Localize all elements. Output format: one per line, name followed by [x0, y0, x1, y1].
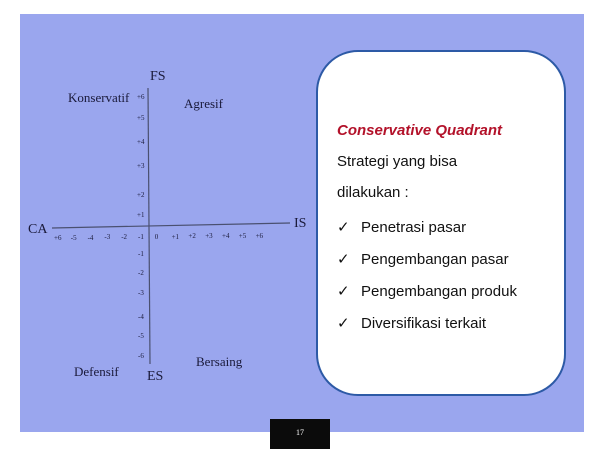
list-item [337, 218, 466, 236]
checkmark-icon: ✓ [337, 251, 350, 268]
y-tick-label: -4 [138, 313, 144, 321]
axis-label-es: ES [147, 369, 164, 384]
x-tick-label: +4 [222, 232, 230, 240]
horizontal-axis-line [52, 223, 290, 228]
x-tick-label: +1 [171, 232, 180, 241]
quadrant-label-agresif: Agresif [184, 96, 223, 111]
card-intro-line-2: dilakukan : [337, 184, 409, 201]
x-tick-label: +3 [205, 232, 213, 241]
y-tick-label: +6 [137, 93, 145, 101]
x-tick-label: -5 [70, 233, 77, 242]
axis-label-fs: FS [150, 69, 166, 84]
y-tick-label: +1 [137, 211, 145, 219]
y-tick-label: +5 [137, 114, 145, 122]
footer-bar [270, 419, 330, 449]
x-tick-label: -4 [87, 233, 94, 242]
y-tick-label: -1 [138, 250, 144, 258]
bullet-text: Pengembangan produk [361, 283, 517, 300]
y-tick-label: +4 [137, 138, 145, 146]
y-tick-label: -3 [138, 289, 144, 297]
quadrant-label-konservatif: Konservatif [68, 90, 130, 105]
x-tick-label: +5 [238, 231, 247, 240]
list-item [337, 282, 517, 300]
y-tick-label: -6 [138, 352, 144, 360]
checkmark-icon: ✓ [337, 283, 350, 300]
x-tick-label: -2 [121, 233, 128, 242]
card-intro-line-1: Strategi yang bisa [337, 153, 458, 170]
list-item [337, 250, 509, 268]
x-tick-label: 0 [154, 232, 159, 241]
checkmark-icon: ✓ [337, 315, 350, 332]
y-tick-label: +2 [137, 191, 145, 199]
card-title: Conservative Quadrant [337, 122, 503, 139]
page-number: 17 [296, 428, 304, 437]
bullet-text: Diversifikasi terkait [361, 315, 487, 332]
y-tick-label: -5 [138, 332, 144, 340]
x-tick-label: -3 [104, 233, 111, 242]
x-tick-label: +2 [188, 232, 196, 241]
x-tick-label: +6 [54, 234, 62, 242]
x-tick-label: +6 [255, 231, 264, 240]
x-tick-label: -1 [138, 233, 144, 241]
quadrant-label-bersaing: Bersaing [196, 354, 243, 369]
axis-label-is: IS [294, 216, 307, 231]
list-item [337, 314, 486, 332]
bullet-text: Pengembangan pasar [361, 251, 509, 268]
quadrant-label-defensif: Defensif [74, 364, 119, 379]
axis-label-ca: CA [28, 222, 48, 237]
bullet-text: Penetrasi pasar [361, 219, 467, 236]
y-tick-label: -2 [138, 269, 144, 277]
y-tick-label: +3 [137, 162, 145, 170]
checkmark-icon: ✓ [337, 219, 350, 236]
